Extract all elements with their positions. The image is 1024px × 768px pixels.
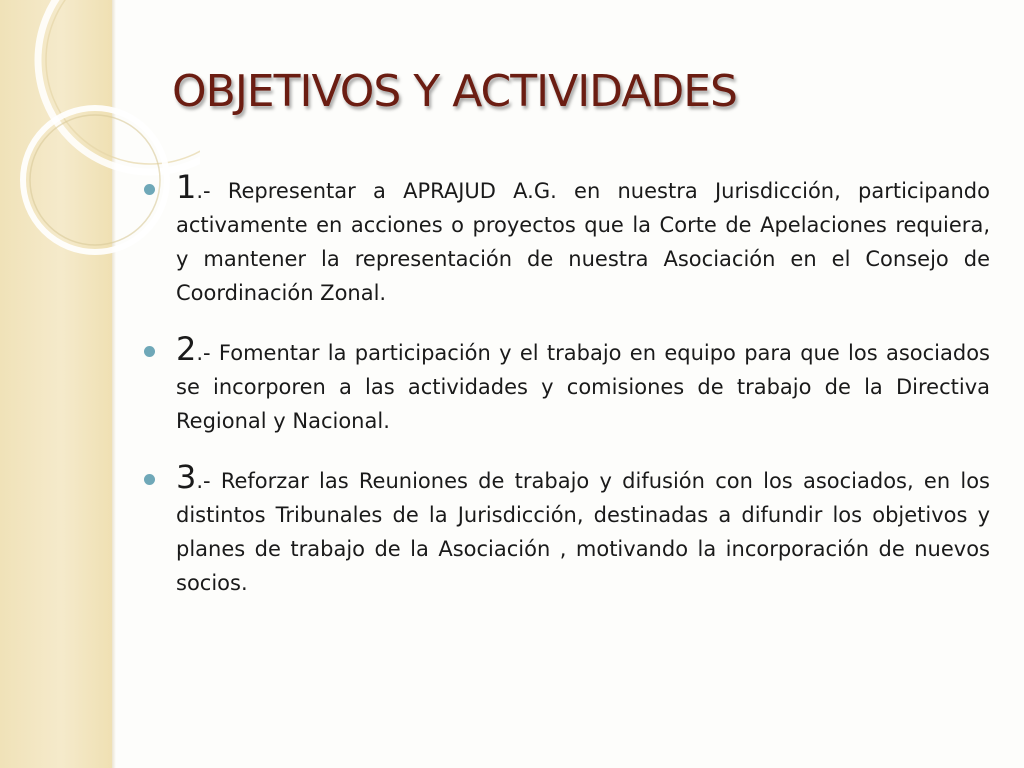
item-text: .- Representar a APRAJUD A.G. en nuestra Jurisdicción, participando activamente en acciones o proyectos que la Corte de Apelaciones requiera, y mantener la representación de nuestra Asociación en el Consejo de Coordinación Zonal. — [176, 179, 990, 305]
objectives-list — [140, 170, 990, 622]
bullet-dot-icon — [144, 346, 155, 357]
item-number: 2 — [176, 330, 197, 368]
list-item — [140, 332, 990, 438]
item-text: .- Reforzar las Reuniones de trabajo y difusión con los asociados, en los distintos Tribunales de la Jurisdicción, destinadas a difundir los objetivos y planes de trabajo de la Asociación , motivando la incorporación de nuevos socios. — [176, 469, 990, 595]
item-number: 1 — [176, 168, 197, 206]
bullet-dot-icon — [144, 184, 155, 195]
item-text: .- Fomentar la participación y el trabajo en equipo para que los asociados se incorporen a las actividades y comisiones de trabajo de la Directiva Regional y Nacional. — [176, 341, 990, 433]
slide-title: OBJETIVOS Y ACTIVIDADES — [172, 66, 737, 117]
bullet-dot-icon — [144, 474, 155, 485]
item-number: 3 — [176, 458, 197, 496]
list-item — [140, 170, 990, 310]
list-item — [140, 460, 990, 600]
